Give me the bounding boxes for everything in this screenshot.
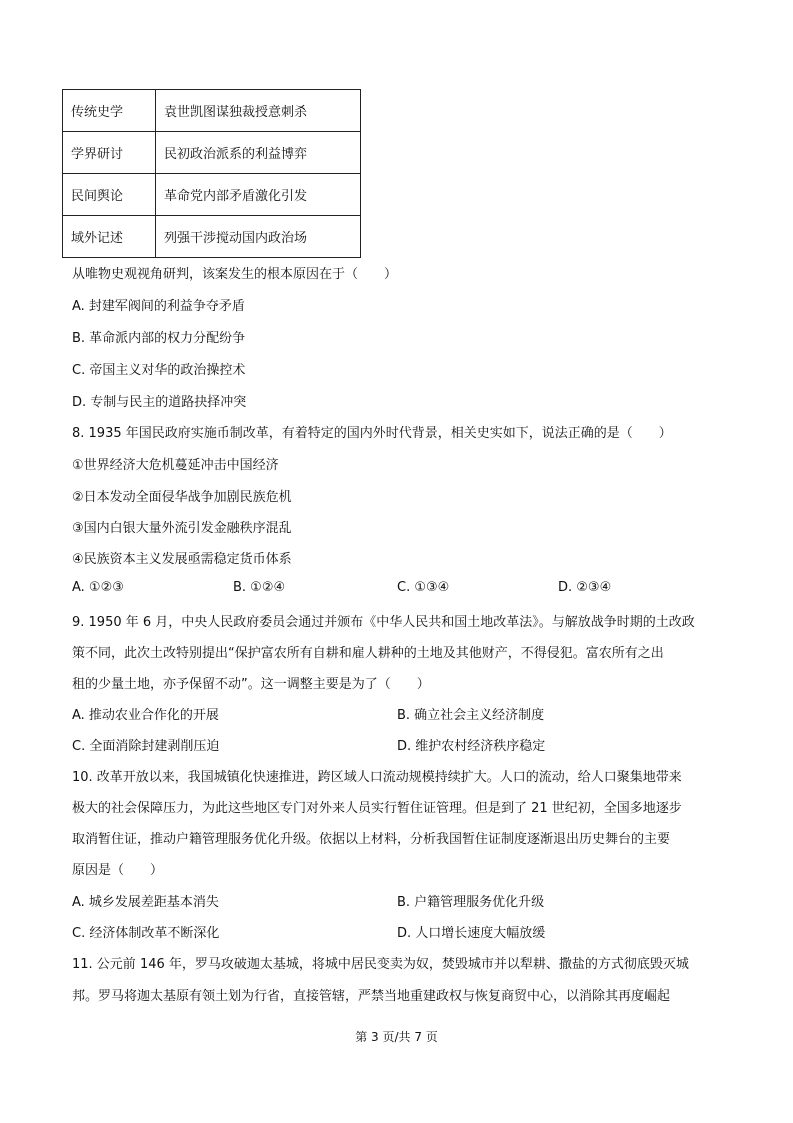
q8-item-3: ③国内白银大量外流引发金融秩序混乱: [72, 521, 292, 536]
q8-option-d: D. ②③④: [558, 580, 612, 595]
q10-option-a: A. 城乡发展差距基本消失: [72, 895, 219, 910]
q8-item-1: ①世界经济大危机蔓延冲击中国经济: [72, 458, 279, 473]
q10-line-4: 原因是（ ）: [72, 863, 164, 878]
q7-option-a: A. 封建军阀间的利益争夺矛盾: [72, 299, 245, 314]
historical-views-table: [62, 89, 361, 258]
table-cell-key: 传统史学: [63, 90, 156, 132]
q8-option-a: A. ①②③: [72, 580, 124, 595]
table-row: [63, 216, 361, 258]
table-cell-key: 域外记述: [63, 216, 156, 258]
q11-line-2: 邦。罗马将迦太基原有领土划为行省，直接管辖，严禁当地重建政权与恢复商贸中心，以消除其再度崛起: [72, 989, 671, 1004]
q9-option-b: B. 确立社会主义经济制度: [397, 708, 545, 723]
q10-line-1: 10. 改革开放以来，我国城镇化快速推进，跨区域人口流动规模持续扩大。人口的流动，给人口聚集地带来: [72, 770, 682, 785]
table-cell-value: 列强干涉搅动国内政治场: [156, 216, 361, 258]
q9-option-c: C. 全面消除封建剥削压迫: [72, 739, 220, 754]
q7-option-d: D. 专制与民主的道路抉择冲突: [72, 395, 247, 410]
table-row: [63, 174, 361, 216]
q8-item-2: ②日本发动全面侵华战争加剧民族危机: [72, 490, 292, 505]
q10-option-b: B. 户籍管理服务优化升级: [397, 895, 545, 910]
table-cell-key: 学界研讨: [63, 132, 156, 174]
q10-option-c: C. 经济体制改革不断深化: [72, 926, 220, 941]
page-number: 第 3 页/共 7 页: [355, 1030, 438, 1044]
q8-option-c: C. ①③④: [397, 580, 450, 595]
q7-option-b: B. 革命派内部的权力分配纷争: [72, 331, 246, 346]
q9-line-3: 租的少量土地，亦予保留不动”。这一调整主要是为了（ ）: [72, 677, 430, 692]
q9-line-1: 9. 1950 年 6 月，中央人民政府委员会通过并颁布《中华人民共和国土地改革法》。与解放战争时期的土改政: [72, 615, 695, 630]
q7-stem: 从唯物史观视角研判，该案发生的根本原因在于（ ）: [72, 267, 398, 282]
q10-line-2: 极大的社会保障压力，为此这些地区专门对外来人员实行暂住证管理。但是到了 21 世纪初，全国多地逐步: [72, 801, 682, 816]
table-row: [63, 132, 361, 174]
table-cell-value: 民初政治派系的利益博弈: [156, 132, 361, 174]
q10-option-d: D. 人口增长速度大幅放缓: [397, 926, 546, 941]
q8-stem: 8. 1935 年国民政府实施币制改革，有着特定的国内外时代背景，相关史实如下，说法正确的是（ ）: [72, 426, 672, 441]
q7-option-c: C. 帝国主义对华的政治操控术: [72, 363, 246, 378]
q9-option-d: D. 维护农村经济秩序稳定: [397, 739, 546, 754]
q9-option-a: A. 推动农业合作化的开展: [72, 708, 219, 723]
table-cell-value: 革命党内部矛盾激化引发: [156, 174, 361, 216]
q9-line-2: 策不同，此次土改特别提出“保护富农所有自耕和雇人耕种的土地及其他财产，不得侵犯。富农所有之出: [72, 646, 664, 661]
table-row: [63, 90, 361, 132]
q8-option-b: B. ①②④: [233, 580, 286, 595]
q8-item-4: ④民族资本主义发展亟需稳定货币体系: [72, 552, 292, 567]
q11-line-1: 11. 公元前 146 年，罗马攻破迦太基城，将城中居民变卖为奴，焚毁城市并以犁耕、撒盐的方式彻底毁灭城: [72, 957, 689, 972]
q10-line-3: 取消暂住证，推动户籍管理服务优化升级。依据以上材料，分析我国暂住证制度逐渐退出历史舞台的主要: [72, 832, 671, 847]
table-cell-key: 民间舆论: [63, 174, 156, 216]
table-cell-value: 袁世凯图谋独裁授意刺杀: [156, 90, 361, 132]
